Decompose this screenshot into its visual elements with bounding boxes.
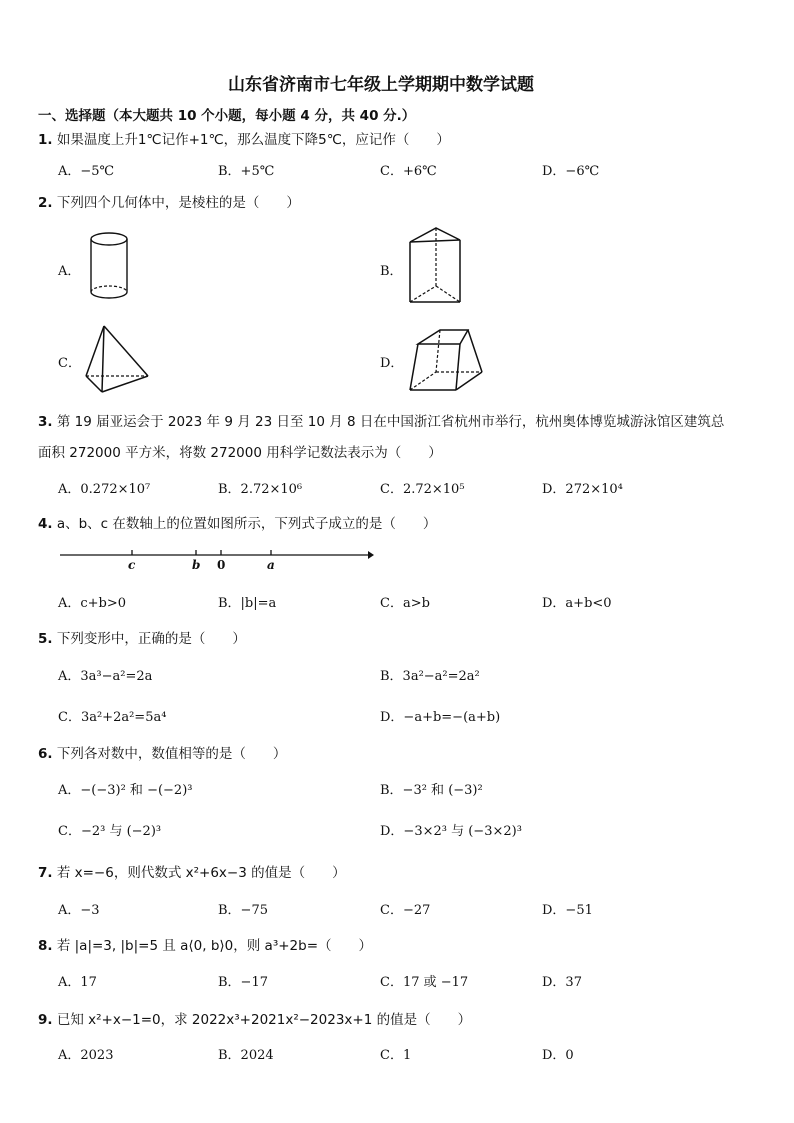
question-2 bbox=[38, 191, 300, 211]
q7-option-b[interactable]: B．−75 bbox=[218, 903, 268, 918]
q1-option-d[interactable]: D．−6℃ bbox=[542, 164, 600, 179]
q4-option-a[interactable]: A．c+b>0 bbox=[58, 596, 127, 611]
pyramid-icon bbox=[82, 324, 154, 396]
question-number: 7. bbox=[38, 865, 53, 881]
page-title: 山东省济南市七年级上学期期中数学试题 bbox=[228, 75, 534, 95]
question-3 bbox=[38, 410, 724, 430]
q2-option-c-label[interactable]: C． bbox=[58, 356, 81, 371]
question-number: 9. bbox=[38, 1012, 53, 1028]
question-text-line-2: 面积 272000 平方米，将数 272000 用科学记数法表示为（ ） bbox=[38, 445, 442, 461]
question-text: a、b、c 在数轴上的位置如图所示，下列式子成立的是（ ） bbox=[56, 516, 437, 532]
q2-option-d-label[interactable]: D． bbox=[380, 356, 404, 371]
q8-option-d[interactable]: D．37 bbox=[542, 975, 582, 990]
q1-option-c[interactable]: C．+6℃ bbox=[380, 164, 437, 179]
question-8 bbox=[38, 934, 372, 954]
q9-option-d[interactable]: D．0 bbox=[542, 1048, 574, 1063]
q6-option-b[interactable]: B．−3² 和 (−3)² bbox=[380, 783, 483, 798]
axis-label-zero: 0 bbox=[217, 558, 226, 572]
q4-option-b[interactable]: B．|b|=a bbox=[218, 596, 277, 611]
question-number: 5. bbox=[38, 631, 53, 647]
q1-option-a[interactable]: A．−5℃ bbox=[58, 164, 115, 179]
q9-option-a[interactable]: A．2023 bbox=[58, 1048, 114, 1063]
q3-option-b[interactable]: B．2.72×10⁶ bbox=[218, 482, 303, 497]
question-number: 8. bbox=[38, 938, 53, 954]
question-number: 4. bbox=[38, 516, 53, 532]
question-7 bbox=[38, 861, 346, 881]
q5-option-a[interactable]: A．3a³−a²=2a bbox=[58, 669, 153, 684]
q2-option-b-label[interactable]: B． bbox=[380, 264, 403, 279]
q3-option-d[interactable]: D．272×10⁴ bbox=[542, 482, 623, 497]
frustum-icon bbox=[404, 326, 486, 394]
axis-label-a: a bbox=[267, 558, 275, 572]
question-text: 已知 x²+x−1=0，求 2022x³+2021x²−2023x+1 的值是（ ） bbox=[56, 1012, 472, 1028]
question-number: 6. bbox=[38, 746, 53, 762]
q7-option-a[interactable]: A．−3 bbox=[58, 903, 100, 918]
q5-option-b[interactable]: B．3a²−a²=2a² bbox=[380, 669, 480, 684]
question-text-line-1: 第 19 届亚运会于 2023 年 9 月 23 日至 10 月 8 日在中国浙江省杭州市举行，杭州奥体博览城游泳馆区建筑总 bbox=[56, 414, 725, 430]
q5-option-c[interactable]: C．3a²+2a²=5a⁴ bbox=[58, 710, 167, 725]
question-5 bbox=[38, 627, 246, 647]
q7-option-d[interactable]: D．−51 bbox=[542, 903, 593, 918]
q6-option-d[interactable]: D．−3×2³ 与 (−3×2)³ bbox=[380, 824, 522, 839]
q6-option-c[interactable]: C．−2³ 与 (−2)³ bbox=[58, 824, 162, 839]
q2-option-a-label[interactable]: A． bbox=[58, 264, 81, 279]
question-1 bbox=[38, 128, 450, 148]
question-text: 下列四个几何体中，是棱柱的是（ ） bbox=[56, 195, 300, 211]
question-number: 2. bbox=[38, 195, 53, 211]
axis-label-b: b bbox=[192, 558, 201, 572]
q8-option-c[interactable]: C．17 或 −17 bbox=[380, 975, 469, 990]
q9-option-b[interactable]: B．2024 bbox=[218, 1048, 274, 1063]
cylinder-icon bbox=[86, 230, 132, 302]
question-9 bbox=[38, 1008, 471, 1028]
q3-option-a[interactable]: A．0.272×10⁷ bbox=[58, 482, 151, 497]
section-header: 一、选择题（本大题共 10 个小题，每小题 4 分，共 40 分.） bbox=[38, 108, 416, 124]
q7-option-c[interactable]: C．−27 bbox=[380, 903, 431, 918]
q4-option-c[interactable]: C．a>b bbox=[380, 596, 430, 611]
q6-option-a[interactable]: A．−(−3)² 和 −(−2)³ bbox=[58, 783, 193, 798]
question-4 bbox=[38, 512, 436, 532]
q8-option-a[interactable]: A．17 bbox=[58, 975, 97, 990]
question-text: 下列各对数中，数值相等的是（ ） bbox=[56, 746, 287, 762]
question-text: 若 x=−6，则代数式 x²+6x−3 的值是（ ） bbox=[56, 865, 346, 881]
question-text: 若 |a|=3, |b|=5 且 a⟨0, b⟩0，则 a³+2b=（ ） bbox=[56, 938, 373, 954]
axis-label-c: c bbox=[128, 558, 136, 572]
q3-option-c[interactable]: C．2.72×10⁵ bbox=[380, 482, 465, 497]
triangular-prism-icon bbox=[404, 224, 464, 308]
q9-option-c[interactable]: C．1 bbox=[380, 1048, 412, 1063]
question-text: 如果温度上升1℃记作+1℃，那么温度下降5℃，应记作（ ） bbox=[56, 132, 450, 148]
q4-option-d[interactable]: D．a+b<0 bbox=[542, 596, 612, 611]
question-6 bbox=[38, 742, 286, 762]
question-number: 3. bbox=[38, 414, 53, 430]
question-text: 下列变形中，正确的是（ ） bbox=[56, 631, 246, 647]
q5-option-d[interactable]: D．−a+b=−(a+b) bbox=[380, 710, 501, 725]
q8-option-b[interactable]: B．−17 bbox=[218, 975, 268, 990]
question-number: 1. bbox=[38, 132, 53, 148]
q1-option-b[interactable]: B．+5℃ bbox=[218, 164, 275, 179]
